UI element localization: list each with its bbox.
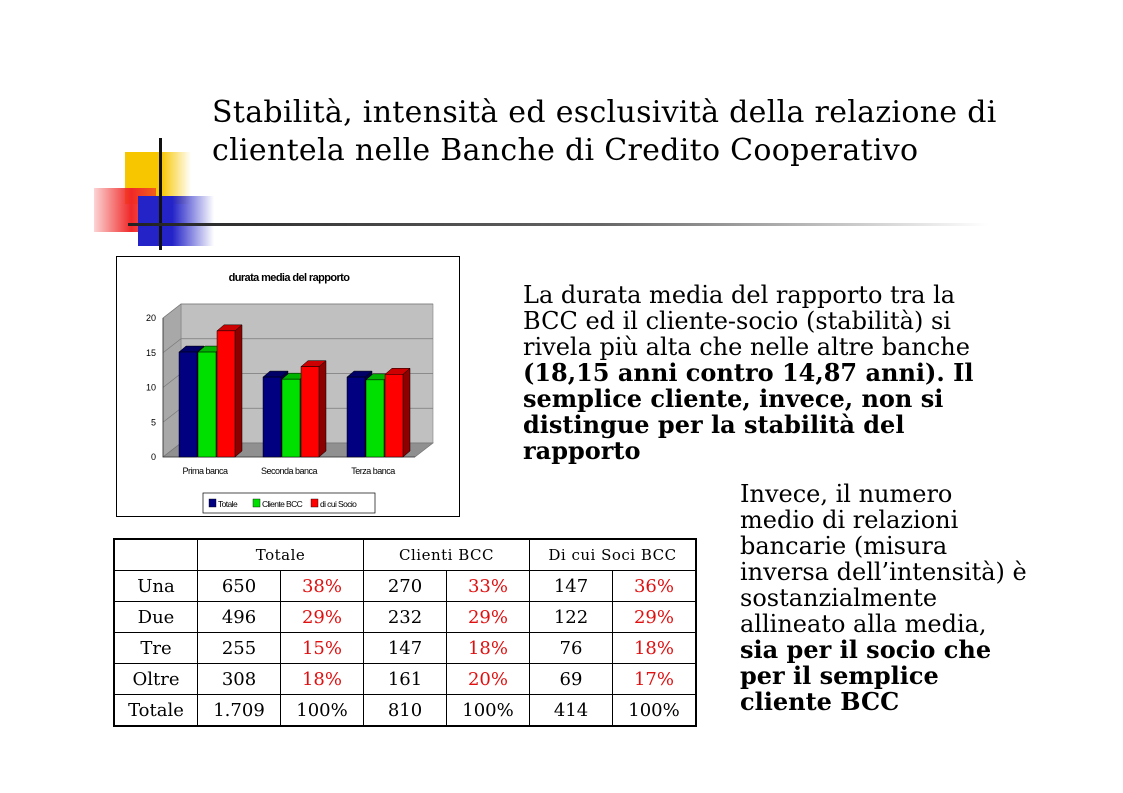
chart-y-tick-label: 15 <box>145 347 156 358</box>
chart-y-tick-label: 5 <box>150 417 156 428</box>
paragraph-intensity-normal: Invece, il numero medio di relazioni bancarie (misura inversa dell’intensità) è sostanzialmente allineato alla media, <box>740 480 1027 638</box>
table-cell: 232 <box>364 602 447 633</box>
chart-x-tick-label: Terza banca <box>351 466 395 476</box>
table-cell: 810 <box>364 695 447 727</box>
table-header-cell: Di cui Soci BCC <box>530 539 697 571</box>
table-header-cell: Totale <box>198 539 364 571</box>
logo-graphic <box>0 0 230 260</box>
chart-legend-swatch <box>253 499 260 507</box>
table-cell: 161 <box>364 664 447 695</box>
table-cell: 100% <box>447 695 530 727</box>
chart-x-ticks <box>182 466 395 476</box>
table-row-label: Due <box>114 602 198 633</box>
table-cell: 76 <box>530 633 613 664</box>
chart-bar-side <box>319 361 326 457</box>
table-cell-percent: 18% <box>613 633 697 664</box>
table-cell: 255 <box>198 633 281 664</box>
table-cell-percent: 17% <box>613 664 697 695</box>
chart-bar <box>385 374 403 457</box>
paragraph-intensity-bold: sia per il socio che per il semplice cliente BCC <box>740 635 992 716</box>
logo-blue-square <box>138 196 214 246</box>
table-cell: 308 <box>198 664 281 695</box>
table-cell-percent: 29% <box>447 602 530 633</box>
paragraph-intensity <box>740 481 1030 715</box>
chart-y-ticks <box>146 313 156 462</box>
table-cell-percent: 18% <box>447 633 530 664</box>
table-header-cell <box>114 539 198 571</box>
table-cell-percent: 38% <box>281 571 364 602</box>
table-cell: 1.709 <box>198 695 281 727</box>
slide-title: Stabilità, intensità ed esclusività della relazione di clientela nelle Banche di Credito Cooperativo <box>212 95 997 168</box>
table-header-cell: Clienti BCC <box>364 539 530 571</box>
table-row-label: Oltre <box>114 664 198 695</box>
chart-legend-label: di cui Socio <box>320 499 357 509</box>
table-cell-percent: 36% <box>613 571 697 602</box>
chart-bar-side <box>235 325 242 457</box>
logo-vertical-line <box>159 138 162 250</box>
table-row <box>114 602 696 633</box>
table-row-label: Totale <box>114 695 198 727</box>
chart-bar <box>263 377 281 457</box>
table-row-total <box>114 695 696 727</box>
chart-bar <box>282 379 300 457</box>
chart-legend-label: Cliente BCC <box>262 499 303 509</box>
table-row <box>114 571 696 602</box>
chart-bar <box>366 380 384 457</box>
chart-x-tick-label: Seconda banca <box>260 466 318 476</box>
title-divider <box>128 223 988 226</box>
table-cell-percent: 20% <box>447 664 530 695</box>
chart-legend <box>203 493 375 513</box>
chart-bar <box>347 377 365 457</box>
paragraph-stability <box>523 282 1003 464</box>
bar-chart <box>116 256 460 517</box>
chart-y-tick-label: 20 <box>145 313 156 323</box>
table-cell: 122 <box>530 602 613 633</box>
chart-bar <box>179 352 197 457</box>
table-cell-percent: 29% <box>281 602 364 633</box>
table-cell-percent: 18% <box>281 664 364 695</box>
table-cell-percent: 15% <box>281 633 364 664</box>
table-row-label: Tre <box>114 633 198 664</box>
chart-svg <box>117 257 461 518</box>
table-cell: 650 <box>198 571 281 602</box>
chart-bar-side <box>403 368 410 457</box>
chart-y-tick-label: 0 <box>150 452 156 462</box>
chart-bar <box>217 331 235 457</box>
table-cell: 100% <box>613 695 697 727</box>
chart-bar <box>198 352 216 457</box>
chart-x-tick-label: Prima banca <box>182 466 228 476</box>
table-cell: 496 <box>198 602 281 633</box>
chart-legend-label: Totale <box>218 499 238 509</box>
table-cell-percent: 29% <box>613 602 697 633</box>
table-row-label: Una <box>114 571 198 602</box>
table-cell: 100% <box>281 695 364 727</box>
chart-y-tick-label: 10 <box>145 382 156 393</box>
table-cell-percent: 33% <box>447 571 530 602</box>
table-cell: 147 <box>364 633 447 664</box>
chart-title: durata media del rapporto <box>228 272 350 284</box>
table-row <box>114 664 696 695</box>
chart-bar <box>301 367 319 457</box>
chart-legend-swatch <box>209 499 216 507</box>
table-cell: 147 <box>530 571 613 602</box>
table-row <box>114 633 696 664</box>
table-header-row <box>114 539 696 571</box>
relations-table <box>113 538 697 727</box>
table-cell: 414 <box>530 695 613 727</box>
chart-legend-swatch <box>311 499 318 507</box>
table-cell: 270 <box>364 571 447 602</box>
paragraph-stability-bold: (18,15 anni contro 14,87 anni). Il semplice cliente, invece, non si distingue per la stabilità del rapporto <box>523 358 974 465</box>
table-cell: 69 <box>530 664 613 695</box>
paragraph-stability-normal: La durata media del rapporto tra la BCC ed il cliente-socio (stabilità) si rivela più alta che nelle altre banche <box>523 281 970 361</box>
